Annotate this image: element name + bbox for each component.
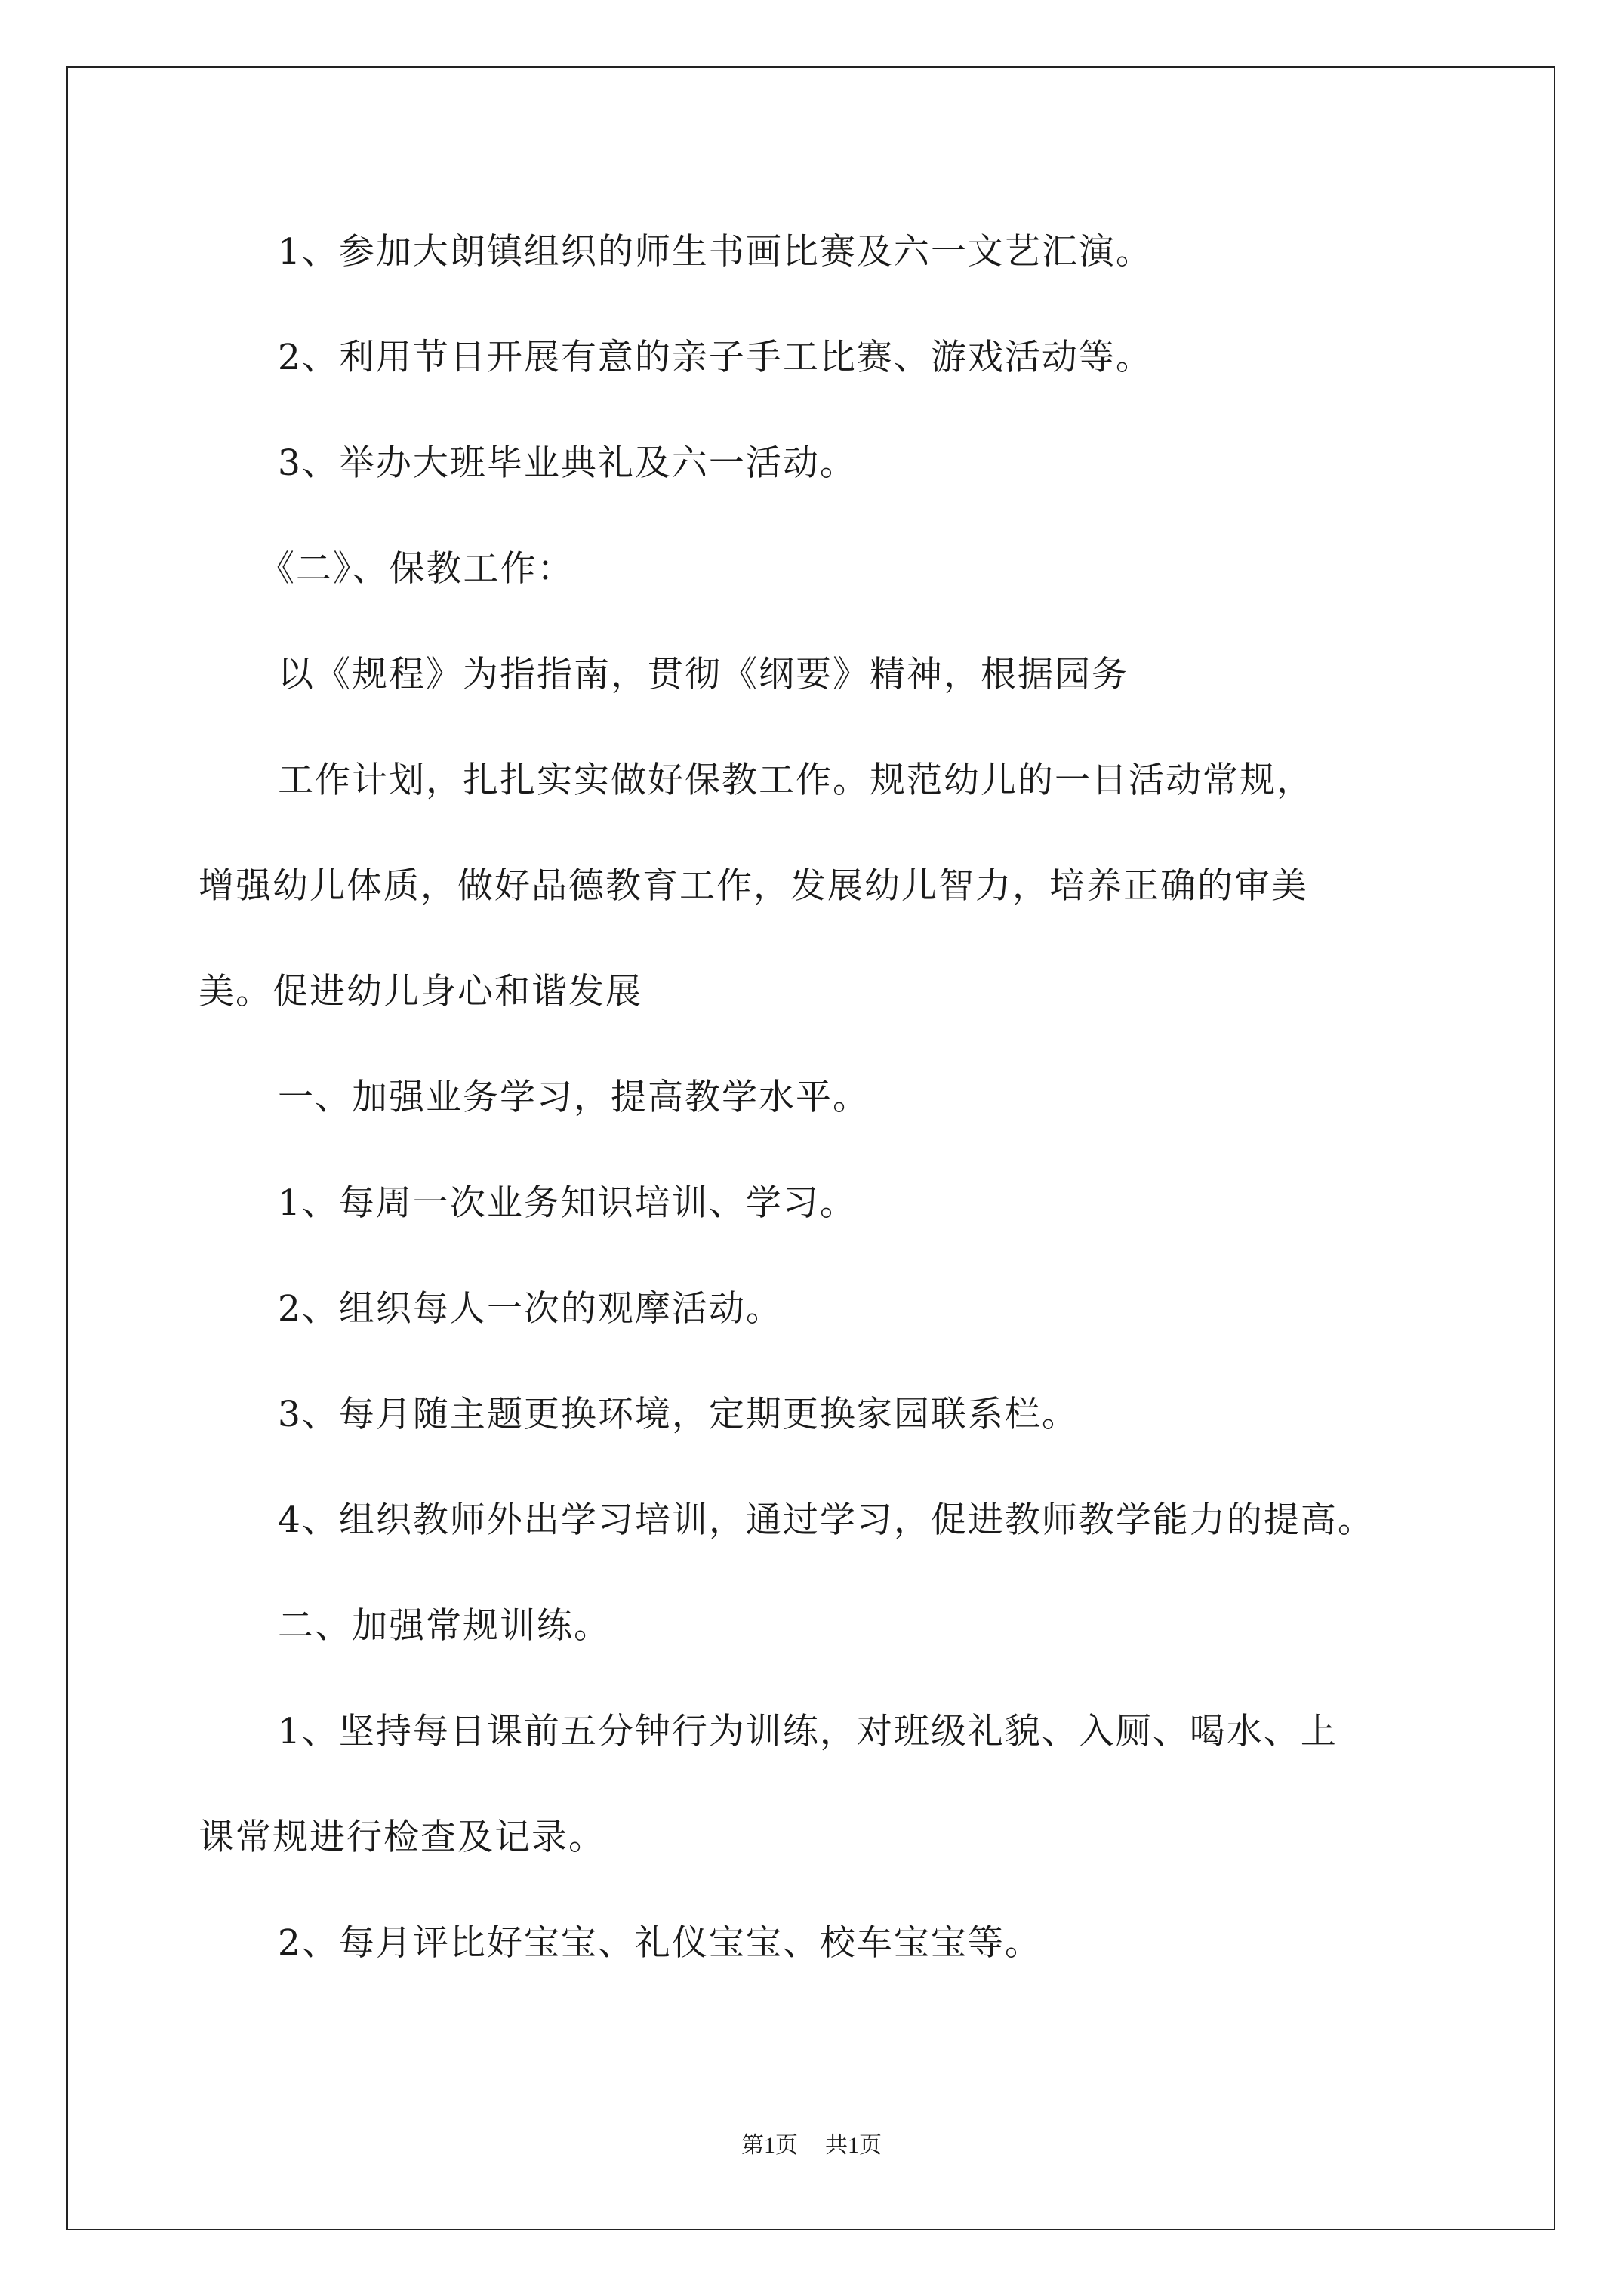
paragraph-line-2: 工作计划，扎扎实实做好保教工作。规范幼儿的一日活动常规，: [278, 760, 1313, 801]
paragraph-line-3: 增强幼儿体质，做好品德教育工作，发展幼儿智力，培养正确的审美: [199, 865, 1308, 907]
list-item-3-graduation: 3、举办大班毕业典礼及六一活动。: [278, 442, 857, 484]
list-item-environment: 3、每月随主题更换环境，定期更换家园联系栏。: [278, 1394, 1079, 1435]
section-heading-business-study: 一、加强业务学习，提高教学水平。: [278, 1077, 870, 1118]
page-footer: [0, 2131, 1623, 2161]
list-item-daily-training-continued: 课常规进行检查及记录。: [199, 1817, 605, 1858]
section-heading-care-education: 《二》、保教工作：: [259, 548, 574, 590]
list-item-2-parent-child-contest: 2、利用节日开展有意的亲子手工比赛、游戏活动等。: [278, 337, 1153, 378]
list-item-1-art-contest: 1、参加大朗镇组织的师生书画比赛及六一文艺汇演。: [278, 231, 1153, 273]
list-item-daily-training: 1、坚持每日课前五分钟行为训练，对班级礼貌、入厕、喝水、上: [278, 1711, 1338, 1752]
list-item-teacher-training: 4、组织教师外出学习培训，通过学习，促进教师教学能力的提高。: [278, 1499, 1375, 1541]
page-number-current: 第1页: [741, 2133, 798, 2158]
page-frame: [66, 66, 1555, 2230]
list-item-observation: 2、组织每人一次的观摩活动。: [278, 1288, 783, 1330]
paragraph-line-1: 以《规程》为指指南，贯彻《纲要》精神，根据园务: [278, 654, 1129, 695]
page-number-total: 共1页: [825, 2133, 882, 2158]
list-item-monthly-awards: 2、每月评比好宝宝、礼仪宝宝、校车宝宝等。: [278, 1922, 1042, 1964]
list-item-weekly-training: 1、每周一次业务知识培训、学习。: [278, 1182, 857, 1224]
paragraph-line-4: 美。促进幼儿身心和谐发展: [199, 971, 642, 1012]
section-heading-routine-training: 二、加强常规训练。: [278, 1605, 611, 1647]
